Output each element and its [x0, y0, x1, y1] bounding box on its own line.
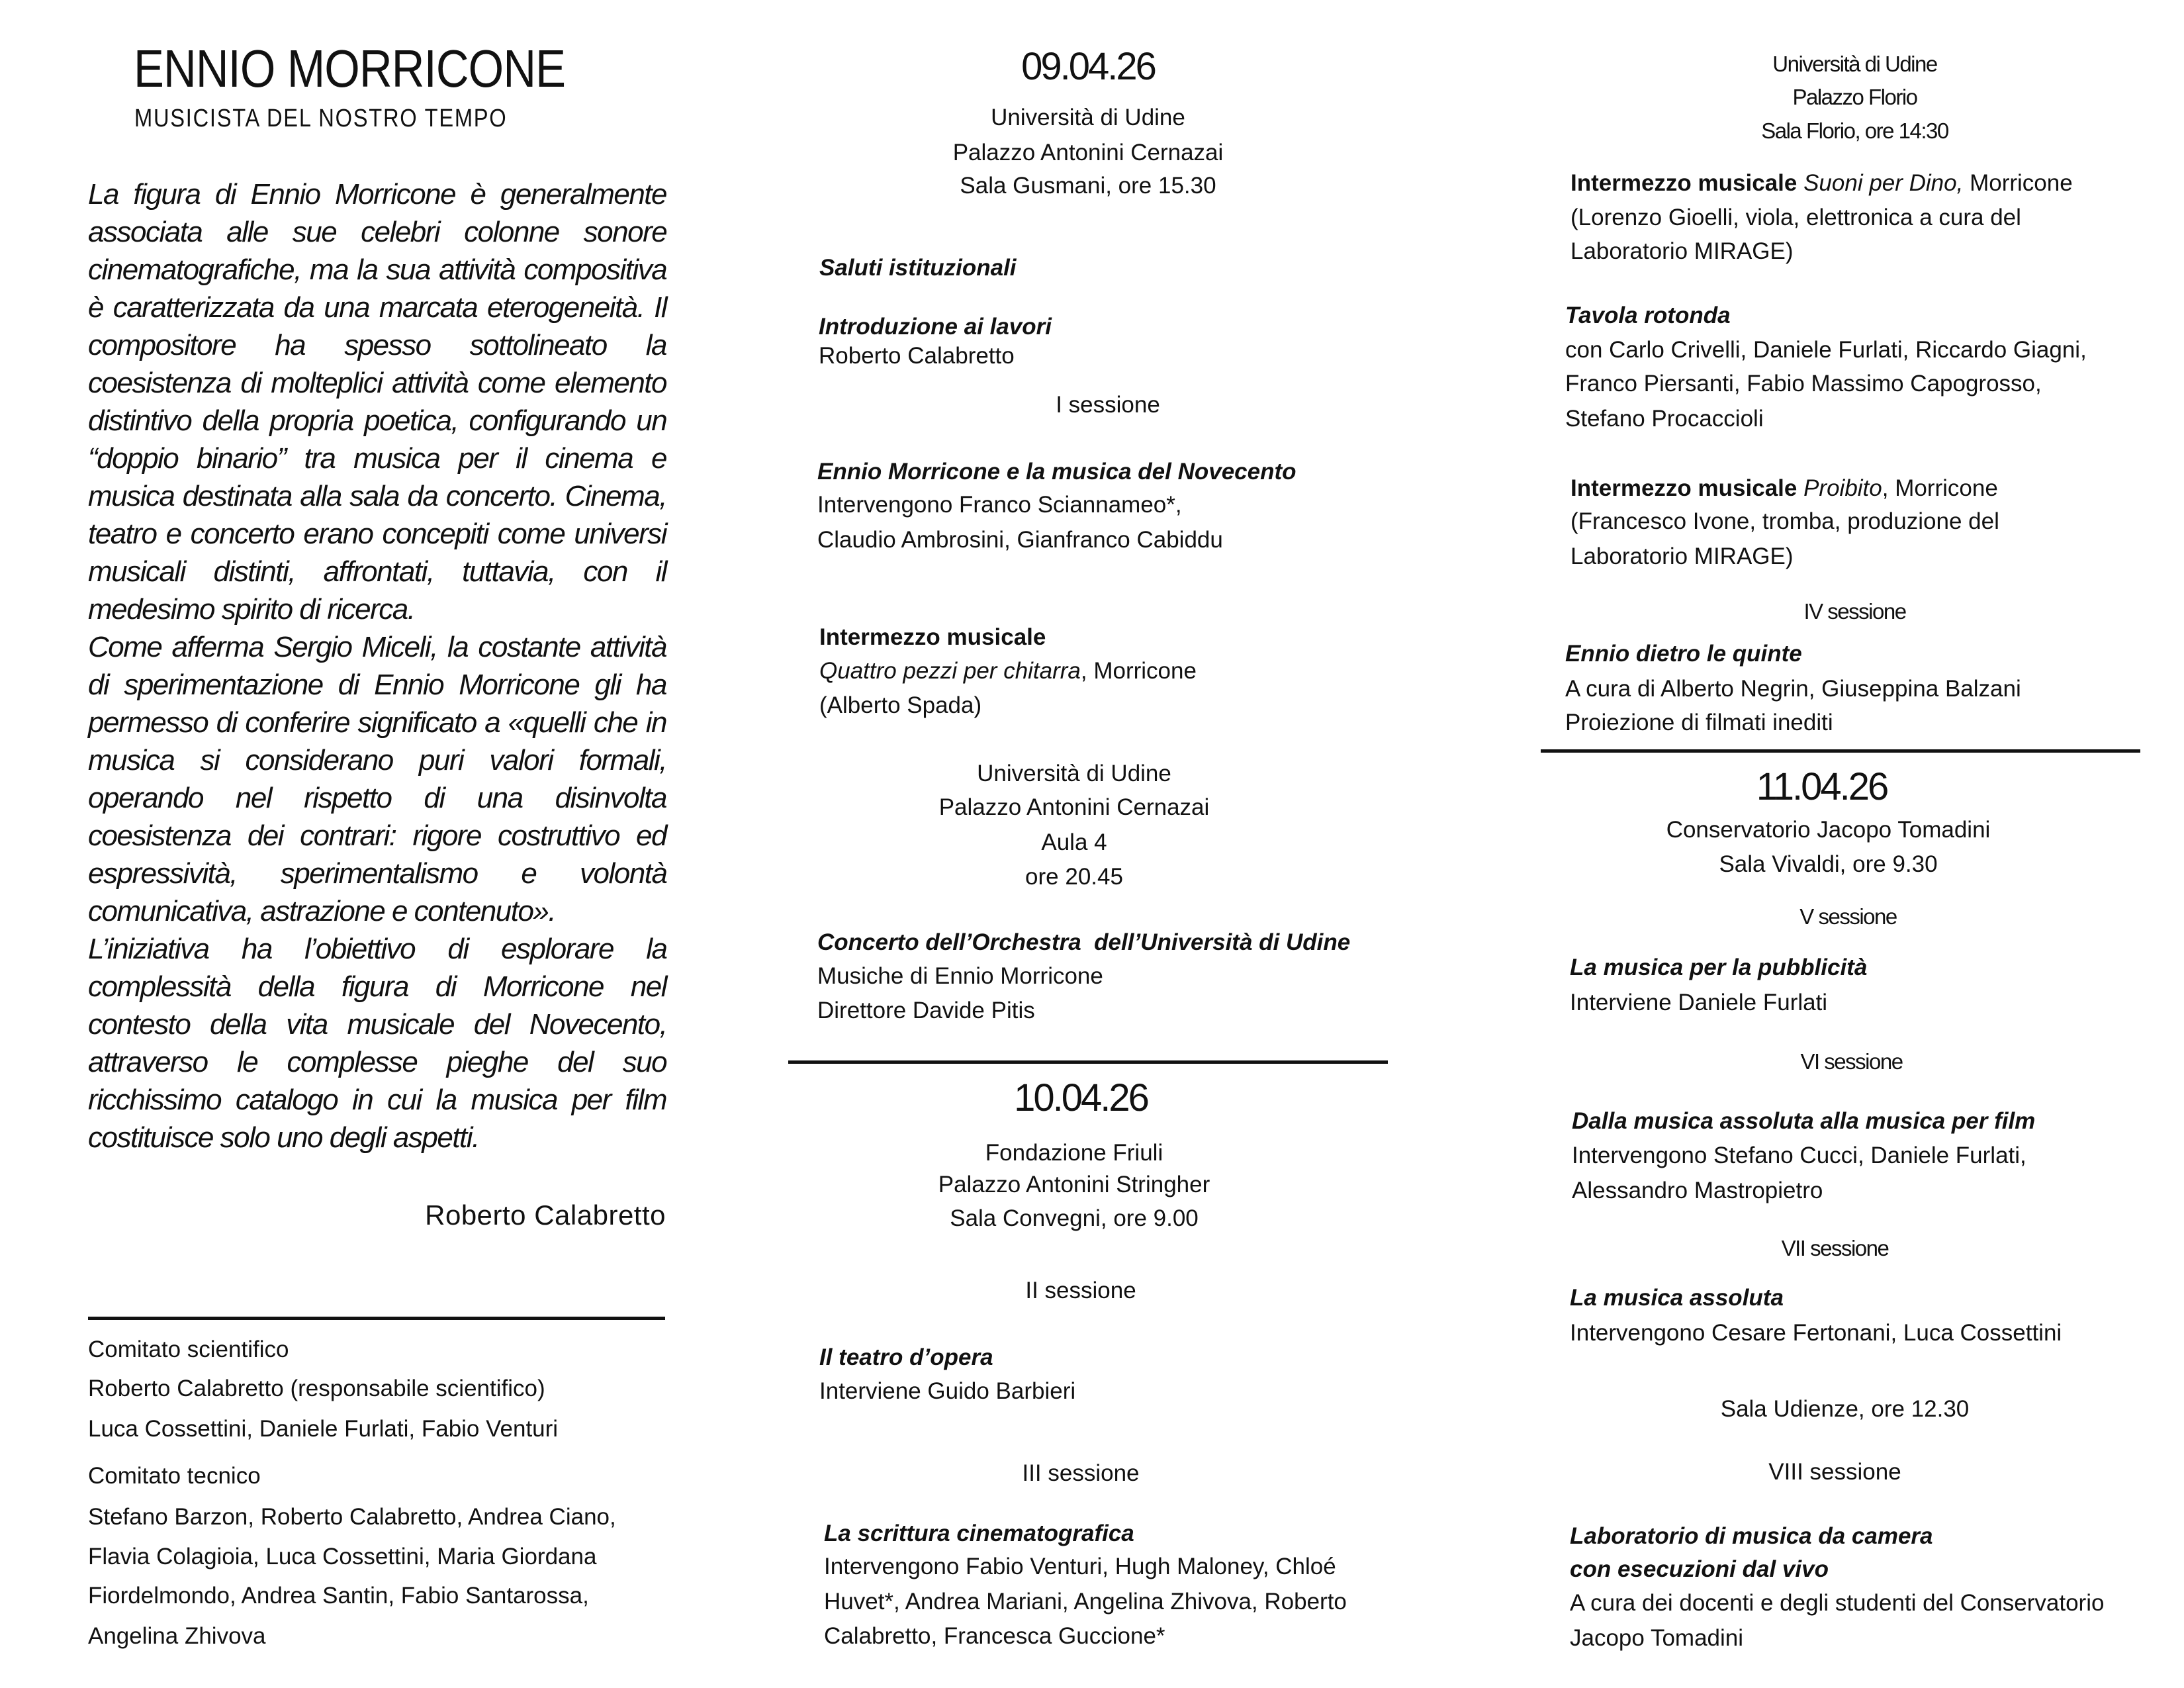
intro-paragraph-line: coesistenza dei contrari: rigore costruttivo ed: [88, 820, 666, 852]
session8-label: VIII sessione: [1768, 1459, 1901, 1485]
scientific-committee-label: Comitato scientifico: [88, 1336, 289, 1362]
day1-venue-line: Università di Udine: [991, 105, 1185, 130]
interlude1-work: Suoni per Dino,: [1803, 170, 1964, 196]
intro-paragraph-line: L’iniziativa ha l’obiettivo di esplorare la: [88, 933, 667, 965]
session1-line: Claudio Ambrosini, Gianfranco Cabiddu: [817, 527, 1223, 553]
session8-title: con esecuzioni dal vivo: [1570, 1556, 1829, 1582]
day3-date: 11.04.26: [1756, 765, 1888, 808]
intro-paragraph-line: è caratterizzata da una marcata eterogeneità. Il: [88, 291, 667, 324]
intro-paragraph-line: musicali distinti, affrontati, tuttavia, con il: [88, 555, 666, 588]
session3-title: La scrittura cinematografica: [824, 1521, 1134, 1546]
intro-paragraph-line: musica si considerano puri valori formali,: [88, 744, 666, 776]
session3-line: Calabretto, Francesca Guccione*: [824, 1623, 1165, 1649]
technical-committee-line: Fiordelmondo, Andrea Santin, Fabio Santarossa,: [88, 1583, 589, 1609]
session4-line: A cura di Alberto Negrin, Giuseppina Balzani: [1565, 676, 2021, 702]
page-title: ENNIO MORRICONE: [134, 39, 566, 98]
evening-venue-line: Palazzo Antonini Cernazai: [938, 794, 1210, 820]
intro-paragraph-line: coesistenza di molteplici attività come elemento: [88, 367, 666, 399]
interlude1-label: Intermezzo musicale: [1570, 170, 1797, 196]
roundtable-line: Stefano Procaccioli: [1565, 406, 1764, 432]
evening-venue-line: ore 20.45: [1025, 864, 1123, 890]
session1-title: Ennio Morricone e la musica del Novecento: [817, 459, 1297, 485]
interlude-work-line: [819, 659, 1419, 682]
intro-paragraph-line: comunicativa, astrazione e contenuto».: [88, 895, 556, 927]
intro-paragraph-line: operando nel rispetto di una disinvolta: [88, 782, 666, 814]
session6-label: VI sessione: [1800, 1049, 1903, 1074]
technical-committee-label: Comitato tecnico: [88, 1463, 261, 1489]
intro-paragraph-line: compositore ha spesso sottolineato la: [88, 329, 666, 361]
intro-paragraph-line: teatro e concerto erano concepiti come universi: [88, 518, 666, 550]
session5-line: Interviene Daniele Furlati: [1570, 990, 1828, 1015]
session2-title: Il teatro d’opera: [819, 1344, 993, 1370]
day-divider: [1541, 749, 2140, 753]
interlude1-detail: (Lorenzo Gioelli, viola, elettronica a cura del: [1570, 205, 2021, 230]
session1-line: Intervengono Franco Sciannameo*,: [817, 492, 1182, 518]
intro-paragraph-line: distintivo della propria poetica, configurando un: [88, 404, 667, 437]
intro-paragraph-line: complessità della figura di Morricone nel: [88, 970, 666, 1003]
day1-venue-line: Sala Gusmani, ore 15.30: [960, 173, 1216, 199]
interlude-work: Quattro pezzi per chitarra: [819, 658, 1081, 684]
roundtable-line: con Carlo Crivelli, Daniele Furlati, Riccardo Giagni,: [1565, 337, 2087, 363]
session8-line: Jacopo Tomadini: [1570, 1625, 1744, 1651]
roundtable-title: Tavola rotonda: [1565, 303, 1731, 328]
interlude-composer: , Morricone: [1080, 658, 1197, 684]
evening-venue-line: Aula 4: [1041, 829, 1107, 855]
afternoon-venue-line: Università di Udine: [1772, 52, 1937, 76]
technical-committee-line: Angelina Zhivova: [88, 1623, 266, 1649]
afternoon-venue-line: Palazzo Florio: [1792, 85, 1917, 109]
day-divider: [788, 1060, 1388, 1064]
intro-paragraph-line: ricchissimo catalogo in cui la musica per film: [88, 1084, 666, 1116]
intro-paragraph-line: La figura di Ennio Morricone è generalmente: [88, 178, 666, 211]
intro-signature: Roberto Calabretto: [425, 1199, 666, 1231]
day1-date: 09.04.26: [1021, 45, 1155, 88]
session4-line: Proiezione di filmati inediti: [1565, 710, 1833, 735]
intro-paragraph-line: “doppio binario” tra musica per il cinema e: [88, 442, 666, 475]
concert-line: Musiche di Ennio Morricone: [817, 963, 1103, 989]
session6-line: Alessandro Mastropietro: [1572, 1178, 1823, 1203]
midday-venue: Sala Udienze, ore 12.30: [1720, 1396, 1970, 1422]
intro-paragraph-line: associata alle sue celebri colonne sonore: [88, 216, 667, 248]
session1-label: I sessione: [1056, 392, 1160, 418]
interlude2-detail: Laboratorio MIRAGE): [1570, 543, 1794, 569]
intro-paragraph-line: musica destinata alla sala da concerto. Cinema,: [88, 480, 666, 512]
intro-paragraph-line: contesto della vita musicale del Novecento,: [88, 1008, 667, 1041]
day2-venue-line: Fondazione Friuli: [985, 1140, 1163, 1166]
afternoon-venue-line: Sala Florio, ore 14:30: [1761, 118, 1948, 143]
day1-venue-line: Palazzo Antonini Cernazai: [952, 140, 1224, 165]
concert-line: Direttore Davide Pitis: [817, 998, 1035, 1023]
session5-label: V sessione: [1799, 904, 1897, 929]
roundtable-line: Franco Piersanti, Fabio Massimo Capogrosso,: [1565, 371, 2042, 397]
session4-title: Ennio dietro le quinte: [1565, 641, 1802, 667]
session2-label: II sessione: [1025, 1278, 1136, 1303]
day2-date: 10.04.26: [1014, 1076, 1148, 1119]
session7-label: VII sessione: [1781, 1236, 1889, 1260]
session6-title: Dalla musica assoluta alla musica per film: [1572, 1108, 2036, 1134]
session4-label: IV sessione: [1803, 599, 1906, 624]
interlude-performer: (Alberto Spada): [819, 692, 982, 718]
session2-line: Interviene Guido Barbieri: [819, 1378, 1076, 1404]
day2-venue-line: Palazzo Antonini Stringher: [938, 1172, 1210, 1197]
welcome-title: Saluti istituzionali: [819, 255, 1017, 281]
session3-line: Huvet*, Andrea Mariani, Angelina Zhivova, Roberto: [824, 1589, 1347, 1615]
interlude1-composer: Morricone: [1963, 170, 2073, 196]
interlude2-work: Proibito: [1803, 475, 1882, 501]
intro-paragraph-line: Come afferma Sergio Miceli, la costante attività: [88, 631, 666, 663]
session8-title: Laboratorio di musica da camera: [1570, 1523, 1933, 1549]
scientific-committee-line: Roberto Calabretto (responsabile scientifico): [88, 1376, 545, 1401]
interlude2-composer: , Morricone: [1882, 475, 1998, 501]
page-subtitle: MUSICISTA DEL NOSTRO TEMPO: [134, 105, 508, 132]
intro-paragraph-line: espressività, sperimentalismo e volontà: [88, 857, 667, 890]
intro-paragraph-line: permesso di conferire significato a «quelli che in: [88, 706, 666, 739]
interlude-label: Intermezzo musicale: [819, 624, 1046, 650]
interlude2-label: Intermezzo musicale: [1570, 475, 1797, 501]
interlude2-line: [1570, 477, 1998, 500]
day3-venue-line: Sala Vivaldi, ore 9.30: [1719, 851, 1938, 877]
technical-committee-line: Stefano Barzon, Roberto Calabretto, Andrea Ciano,: [88, 1504, 616, 1530]
technical-committee-line: Flavia Colagioia, Luca Cossettini, Maria Giordana: [88, 1544, 597, 1570]
interlude1-line: [1570, 171, 2073, 195]
session5-title: La musica per la pubblicità: [1570, 955, 1868, 980]
interlude1-detail: Laboratorio MIRAGE): [1570, 238, 1794, 264]
intro-paragraph-line: attraverso le complesse pieghe del suo: [88, 1046, 667, 1078]
session7-line: Intervengono Cesare Fertonani, Luca Cossettini: [1570, 1320, 2062, 1346]
session3-label: III sessione: [1022, 1460, 1140, 1486]
session3-line: Intervengono Fabio Venturi, Hugh Maloney, Chloé: [824, 1554, 1336, 1579]
session8-line: A cura dei docenti e degli studenti del Conservatorio: [1570, 1590, 2105, 1616]
intro-paragraph-line: costituisce solo uno degli aspetti.: [88, 1121, 479, 1154]
interlude2-detail: (Francesco Ivone, tromba, produzione del: [1570, 508, 1999, 534]
evening-venue-line: Università di Udine: [977, 761, 1171, 786]
day2-venue-line: Sala Convegni, ore 9.00: [950, 1205, 1199, 1231]
concert-title: Concerto dell’Orchestra dell’Università di Udine: [817, 929, 1351, 955]
session7-title: La musica assoluta: [1570, 1285, 1784, 1311]
intro-talk-title: Introduzione ai lavori: [819, 314, 1052, 340]
intro-paragraph-line: medesimo spirito di ricerca.: [88, 593, 415, 626]
committee-divider: [88, 1317, 665, 1320]
intro-talk-speaker: Roberto Calabretto: [819, 343, 1015, 369]
session6-line: Intervengono Stefano Cucci, Daniele Furlati,: [1572, 1143, 2026, 1168]
intro-paragraph-line: di sperimentazione di Ennio Morricone gli ha: [88, 669, 666, 701]
intro-paragraph-line: cinematografiche, ma la sua attività compositiva: [88, 254, 667, 286]
scientific-committee-line: Luca Cossettini, Daniele Furlati, Fabio Venturi: [88, 1416, 559, 1442]
day3-venue-line: Conservatorio Jacopo Tomadini: [1666, 817, 1991, 843]
